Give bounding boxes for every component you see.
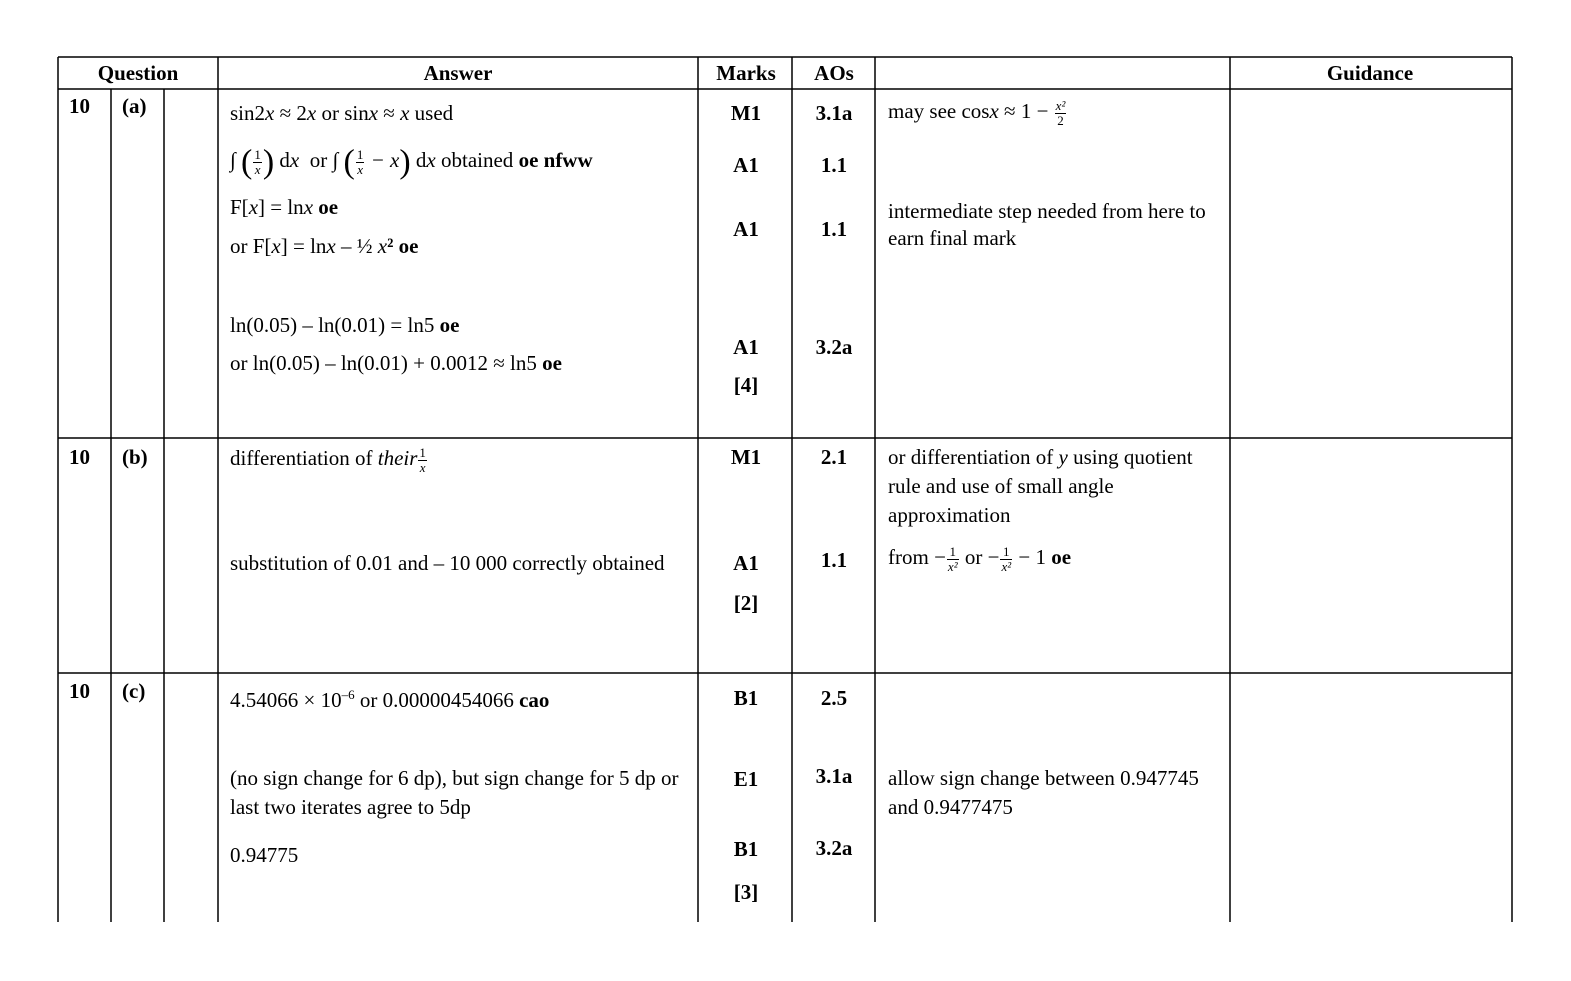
guidance-note: allow sign change between 0.947745 and 0.9477475	[888, 766, 1199, 819]
fraction: $\frac{\text{x²}}{2}$	[1055, 98, 1066, 128]
question-number: 10	[69, 679, 90, 703]
answer-line: (no sign change for 6 dp), but sign change for 5 dp or last two iterates agree to 5dp	[230, 766, 679, 819]
mark: M1	[730, 445, 762, 469]
integral-sign: ∫	[230, 148, 236, 172]
mark-total: [3]	[733, 880, 759, 904]
header-aos: AOs	[814, 61, 854, 85]
answer-line: ln(0.05) – ln(0.01) = ln5 oe	[230, 313, 460, 337]
mark: A1	[733, 335, 759, 359]
mark: A1	[733, 551, 759, 575]
mark: A1	[733, 217, 759, 241]
guidance-note: from − $\frac{1}{\text{x²}}$ or − $\frac{1}{\text{x²}}$ − 1 oe	[888, 544, 1072, 574]
header-marks: Marks	[716, 61, 776, 85]
question-number: 10	[69, 94, 90, 118]
answer-line: F[x] = lnx oe	[230, 195, 339, 219]
mark: A1	[733, 153, 759, 177]
guidance-note: intermediate step needed from here to earn final mark	[888, 199, 1206, 250]
ao-code: 2.5	[820, 686, 848, 710]
question-part: (b)	[122, 445, 148, 469]
question-part: (c)	[122, 679, 146, 703]
ao-code: 1.1	[820, 217, 848, 241]
integral-sign: ∫	[332, 148, 339, 172]
guidance-note: or differentiation of y using quotient rule and use of small angle approximation	[888, 445, 1193, 527]
ao-code: 3.1a	[815, 101, 853, 125]
ao-code: 1.1	[820, 153, 848, 177]
ao-code: 3.2a	[815, 836, 853, 860]
answer-line: differentiation of their $\frac{1}{x}$	[230, 445, 426, 475]
mark-total: [2]	[733, 591, 759, 615]
question-part: (a)	[122, 94, 147, 118]
answer-line: 0.94775	[230, 843, 299, 867]
mark: B1	[733, 686, 759, 710]
ao-code: 3.2a	[815, 335, 853, 359]
mark: M1	[730, 101, 762, 125]
header-answer: Answer	[423, 61, 493, 85]
guidance-note: may see cosx ≈ 1 − $\frac{\text{x²}}{2}$	[888, 98, 1066, 128]
answer-line: substitution of 0.01 and – 10 000 correctly obtained	[230, 551, 665, 575]
mark: E1	[733, 767, 759, 791]
header-guidance: Guidance	[1326, 61, 1414, 85]
fraction: $\frac{1}{\text{x²}}$	[947, 544, 958, 574]
answer-line: ∫ ( $\frac{1}{x}$ ) dx or ∫ ( $\frac{1}{x}$ − x) dx obtained oe nfww	[230, 143, 593, 181]
question-number: 10	[69, 445, 90, 469]
mark-total: [4]	[733, 373, 759, 397]
answer-line: or F[x] = lnx – ½ x² oe	[230, 234, 419, 258]
answer-line: $4.54066 \times 10^{-6}$ or 0.00000454066 cao	[230, 687, 550, 712]
ao-code: 3.1a	[815, 764, 853, 788]
fraction: $\frac{1}{x}$	[356, 147, 364, 177]
ao-code: 1.1	[820, 548, 848, 572]
header-question: Question	[97, 61, 179, 85]
mark: B1	[733, 837, 759, 861]
ao-code: 2.1	[820, 445, 848, 469]
fraction: $\frac{1}{\text{x²}}$	[1001, 544, 1012, 574]
answer-line: sin2x ≈ 2x or sinx ≈ x used	[230, 101, 454, 125]
answer-line: or ln(0.05) – ln(0.01) + 0.0012 ≈ ln5 oe	[230, 351, 562, 375]
fraction: $\frac{1}{x}$	[419, 445, 426, 475]
fraction: $\frac{1}{x}$	[254, 147, 261, 177]
